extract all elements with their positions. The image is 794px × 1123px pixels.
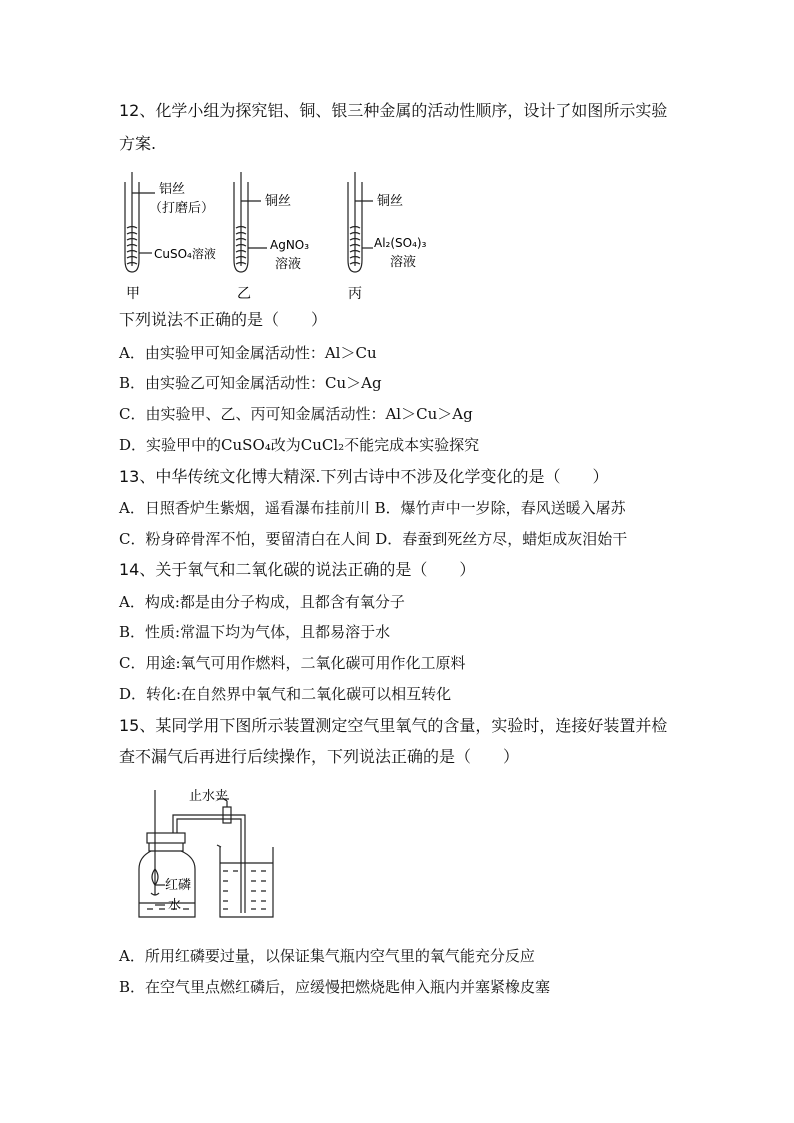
tube-b-wire-label: 铜丝 [265,194,292,209]
q15-stem-line1: 15、某同学用下图所示装置测定空气里氧气的含量，实验时，连接好装置并检 [119,716,668,735]
tube-a-label: 甲 [126,286,140,302]
tube-a-wire-note: （打磨后） [149,201,215,216]
q12-stem-line2: 方案. [119,134,157,153]
tube-a [125,172,155,272]
tube-c-solution-formula: Al₂(SO₄)₃ [374,236,427,250]
q12-option-c: C．由实验甲、乙、丙可知金属活动性：Al＞Cu＞Ag [119,405,473,423]
q14-option-b: B．性质:常温下均为气体，且都易溶于水 [119,623,391,641]
q14-option-a: A．构成:都是由分子构成，且都含有氧分子 [119,593,405,611]
q12-option-d: D．实验甲中的CuSO₄改为CuCl₂不能完成本实验探究 [119,436,480,454]
q15-option-a: A．所用红磷要过量，以保证集气瓶内空气里的氧气能充分反应 [119,947,535,965]
tube-a-wire-label: 铝丝 [159,182,186,197]
q15-apparatus-figure [125,785,285,930]
q12-question: 下列说法不正确的是（ ） [119,310,328,329]
water-label: 水 [168,898,182,913]
tube-c-solution-label: 溶液 [390,255,417,270]
tube-b-solution-label: 溶液 [275,257,302,272]
q12-stem-line1: 12、化学小组为探究铝、铜、银三种金属的活动性顺序，设计了如图所示实验 [119,101,668,120]
q13-stem: 13、中华传统文化博大精深.下列古诗中不涉及化学变化的是（ ） [119,467,609,486]
q15-stem-line2: 查不漏气后再进行后续操作，下列说法正确的是（ ） [119,747,520,766]
q14-option-d: D．转化:在自然界中氧气和二氧化碳可以相互转化 [119,685,452,703]
q12-test-tube-figure [115,168,455,303]
tube-b-solution-formula: AgNO₃ [270,238,310,252]
tube-c-wire-label: 铜丝 [377,194,404,209]
q12-option-b: B．由实验乙可知金属活动性：Cu＞Ag [119,374,382,392]
tube-c-label: 丙 [348,286,362,302]
q14-option-c: C．用途:氧气可用作燃料，二氧化碳可用作化工原料 [119,654,466,672]
phosphorus-label: 红磷 [165,878,192,893]
q13-options-line1: A．日照香炉生紫烟，遥看瀑布挂前川 B．爆竹声中一岁除，春风送暖入屠苏 [119,499,626,517]
tube-c [348,172,373,272]
tube-b [234,172,267,272]
tube-a-solution-label: CuSO₄溶液 [154,247,216,261]
q14-stem: 14、关于氧气和二氧化碳的说法正确的是（ ） [119,560,476,579]
clamp-label: 止水夹 [189,789,229,804]
q15-option-b: B．在空气里点燃红磷后，应缓慢把燃烧匙伸入瓶内并塞紧橡皮塞 [119,978,551,996]
q12-option-a: A．由实验甲可知金属活动性：Al＞Cu [119,344,377,362]
q13-options-line2: C．粉身碎骨浑不怕，要留清白在人间 D．春蚕到死丝方尽，蜡炬成灰泪始干 [119,530,628,548]
tube-b-label: 乙 [237,286,251,302]
